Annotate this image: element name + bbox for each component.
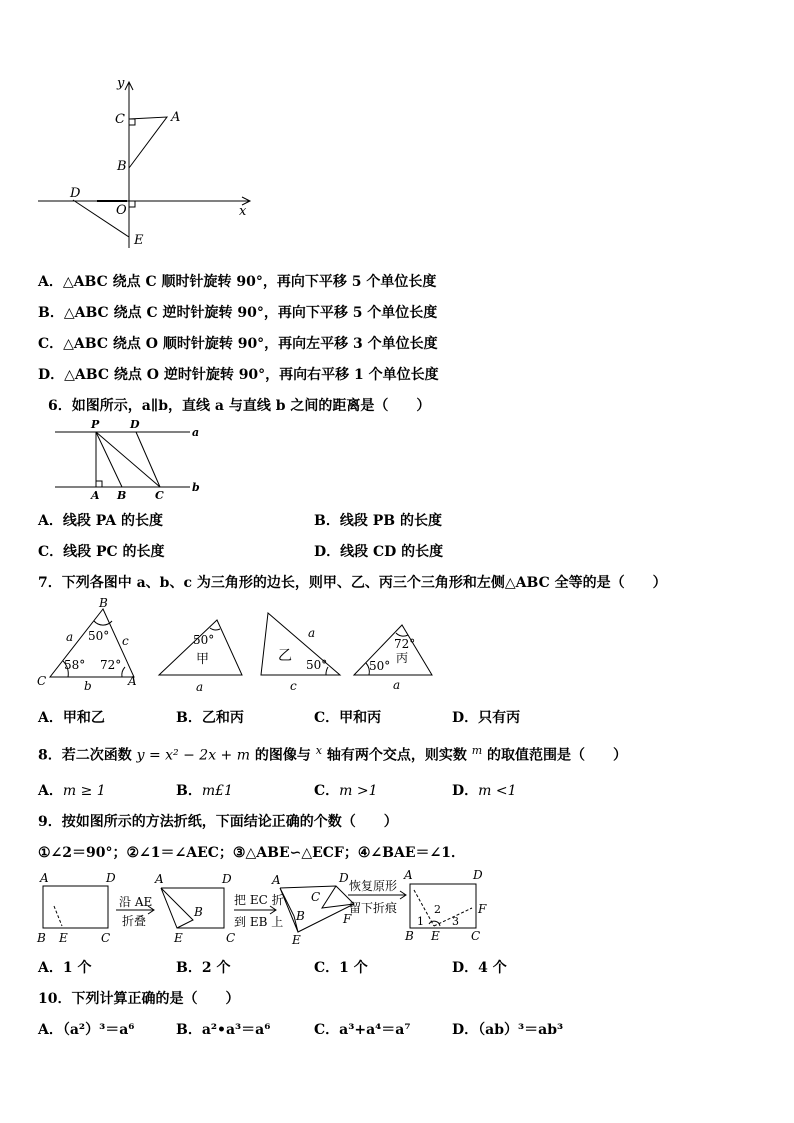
q6-label-c: C (155, 489, 164, 502)
q8-option-a-label: A． (38, 783, 63, 799)
q5-option-c[interactable]: C．△ABC 绕点 O 顺时针旋转 90°，再向左平移 3 个单位长度 (38, 336, 438, 352)
q10-option-c[interactable]: C．a³+a⁴＝a⁷ (314, 1022, 411, 1038)
q9-f4-angle-1: 1 (417, 915, 424, 928)
q9-f2-b: B (194, 905, 203, 919)
q9-step3-line1: 恢复原形 (349, 879, 398, 893)
q9-f4-d: D (473, 868, 483, 882)
q8-option-b-expr: m£1 (201, 783, 233, 799)
q9-f4-a: A (404, 868, 413, 882)
q6-label-b: B (117, 489, 127, 502)
q5-label-o: O (116, 203, 127, 218)
q7-bing-angle-2: 50° (369, 659, 391, 673)
q5-option-b[interactable]: B．△ABC 绕点 C 逆时针旋转 90°，再向下平移 5 个单位长度 (38, 305, 438, 321)
q8-stem-pre: 8．若二次函数 (38, 747, 132, 764)
q6-option-c[interactable]: C．线段 PC 的长度 (38, 544, 165, 560)
q7-abc-label-c: C (37, 674, 47, 688)
q9-step1-line1: 沿 AE (119, 895, 153, 909)
q8-stem-mid2: 轴有两个交点，则实数 (326, 747, 467, 764)
q7-option-a[interactable]: A．甲和乙 (38, 710, 105, 726)
q7-yi-side-a: a (308, 626, 316, 640)
q8-option-c-expr: m >1 (339, 783, 378, 799)
q8-option-d-expr: m <1 (478, 783, 517, 799)
q10-stem: 10．下列计算正确的是（ ） (38, 991, 240, 1007)
q7-bing-side: a (393, 678, 401, 692)
q8-option-c-label: C． (314, 783, 340, 799)
q9-f1-c: C (101, 931, 111, 945)
q7-jia-angle: 50° (193, 633, 215, 647)
q9-f4-c: C (471, 929, 481, 943)
q7-abc-angle-c: 58° (64, 658, 86, 672)
q9-option-c[interactable]: C．1 个 (314, 960, 368, 976)
q9-step1-line2: 折叠 (122, 914, 147, 928)
q8-option-a-expr: m ≥ 1 (62, 783, 106, 799)
q7-stem: 7．下列各图中 a、b、c 为三角形的边长，则甲、乙、丙三个三角形和左侧△ABC 全等的是（ ） (38, 575, 667, 591)
q8-option-d-label: D． (452, 783, 479, 799)
q10-option-d[interactable]: D．（ab）³＝ab³ (452, 1022, 564, 1038)
q6-label-p: P (91, 418, 100, 431)
q7-option-c[interactable]: C．甲和丙 (314, 710, 382, 726)
q6-option-b[interactable]: B．线段 PB 的长度 (314, 513, 442, 529)
q6-option-a[interactable]: A．线段 PA 的长度 (38, 513, 163, 529)
q10-option-a[interactable]: A．（a²）³＝a⁶ (38, 1022, 135, 1038)
q9-f1-d: D (106, 871, 116, 885)
q7-abc-side-b: b (84, 679, 92, 693)
q8-m-var: m (471, 744, 483, 757)
q9-f2-d: D (222, 872, 232, 886)
q7-bing-angle-1: 72° (394, 637, 416, 651)
q5-figure (30, 70, 270, 255)
q7-option-d[interactable]: D．只有丙 (452, 710, 521, 726)
q9-f4-f: F (478, 902, 487, 916)
q9-f3-b: B (296, 909, 305, 923)
q9-f3-a: A (272, 873, 281, 887)
q9-f4-angle-3: 3 (452, 915, 459, 928)
q8-option-b-label: B． (176, 783, 202, 799)
q7-jia-side: a (196, 680, 204, 694)
q5-option-a[interactable]: A．△ABC 绕点 C 顺时针旋转 90°，再向下平移 5 个单位长度 (38, 274, 437, 290)
q8-option-c[interactable] (314, 780, 378, 800)
q9-f3-f: F (343, 912, 352, 926)
q5-label-x: x (239, 204, 247, 219)
q9-figure (36, 868, 496, 950)
q9-f1-e: E (59, 931, 68, 945)
q9-f4-e: E (431, 929, 440, 943)
q6-label-a-line: a (192, 426, 200, 439)
q7-abc-angle-a: 72° (100, 658, 122, 672)
q9-f4-b: B (405, 929, 414, 943)
q7-yi-name: 乙 (278, 648, 292, 664)
q7-abc-label-a: A (128, 674, 137, 688)
q9-option-a[interactable]: A．1 个 (38, 960, 92, 976)
q9-f3-e: E (292, 933, 301, 947)
q7-abc-label-b: B (99, 596, 108, 610)
q6-figure (50, 415, 210, 505)
q7-option-b[interactable]: B．乙和丙 (176, 710, 244, 726)
q6-label-a: A (91, 489, 100, 502)
q7-yi-side-c: c (290, 679, 297, 693)
q6-label-b-line: b (192, 481, 200, 494)
q9-conclusions: ①∠2＝90°；②∠1＝∠AEC；③△ABE∽△ECF；④∠BAE＝∠1． (38, 845, 465, 861)
q9-step2-line2: 到 EB 上 (234, 915, 284, 929)
q9-option-d[interactable]: D．4 个 (452, 960, 507, 976)
q5-label-a: A (171, 110, 181, 125)
q7-jia-name: 甲 (196, 652, 210, 667)
q7-abc-side-c: c (122, 634, 129, 648)
q9-step3-line2: 留下折痕 (349, 901, 398, 915)
q5-label-e: E (134, 233, 144, 248)
q9-f3-c: C (311, 890, 321, 904)
q6-stem: 6．如图所示，a∥b，直线 a 与直线 b 之间的距离是（ ） (48, 398, 431, 414)
q9-step2-line1: 把 EC 折 (234, 893, 284, 907)
q9-f2-c: C (226, 931, 236, 945)
q8-stem-post: 的取值范围是（ ） (487, 747, 628, 764)
q5-label-b: B (117, 159, 127, 174)
q7-abc-angle-b: 50° (88, 629, 110, 643)
q9-f4-angle-2: 2 (434, 903, 441, 916)
q8-option-d[interactable] (452, 780, 517, 800)
q9-option-b[interactable]: B．2 个 (176, 960, 231, 976)
q8-stem (38, 744, 627, 765)
q9-f1-b: B (37, 931, 46, 945)
q7-yi-angle: 50° (306, 658, 328, 672)
q8-option-a[interactable] (38, 780, 106, 800)
q9-stem: 9．按如图所示的方法折纸，下面结论正确的个数（ ） (38, 814, 398, 830)
q8-formula: y = x² − 2x + m (136, 747, 251, 764)
q5-label-d: D (70, 186, 81, 201)
q8-stem-mid: 的图像与 (254, 747, 311, 764)
q10-option-b[interactable]: B．a²•a³＝a⁶ (176, 1022, 271, 1038)
q6-option-d[interactable]: D．线段 CD 的长度 (314, 544, 444, 560)
q9-f1-a: A (40, 871, 49, 885)
q7-abc-side-a: a (66, 630, 74, 644)
q9-f2-a: A (155, 872, 164, 886)
q5-label-y: y (117, 76, 125, 91)
q5-label-c: C (115, 112, 125, 127)
q9-f2-e: E (174, 931, 183, 945)
q8-x-var: x (315, 744, 322, 757)
q8-option-b[interactable] (176, 780, 233, 800)
q9-f3-d: D (339, 871, 349, 885)
q7-bing-name: 丙 (396, 651, 409, 665)
q7-figures (32, 595, 452, 695)
q6-label-d: D (130, 418, 140, 431)
q5-option-d[interactable]: D．△ABC 绕点 O 逆时针旋转 90°，再向右平移 1 个单位长度 (38, 367, 439, 383)
